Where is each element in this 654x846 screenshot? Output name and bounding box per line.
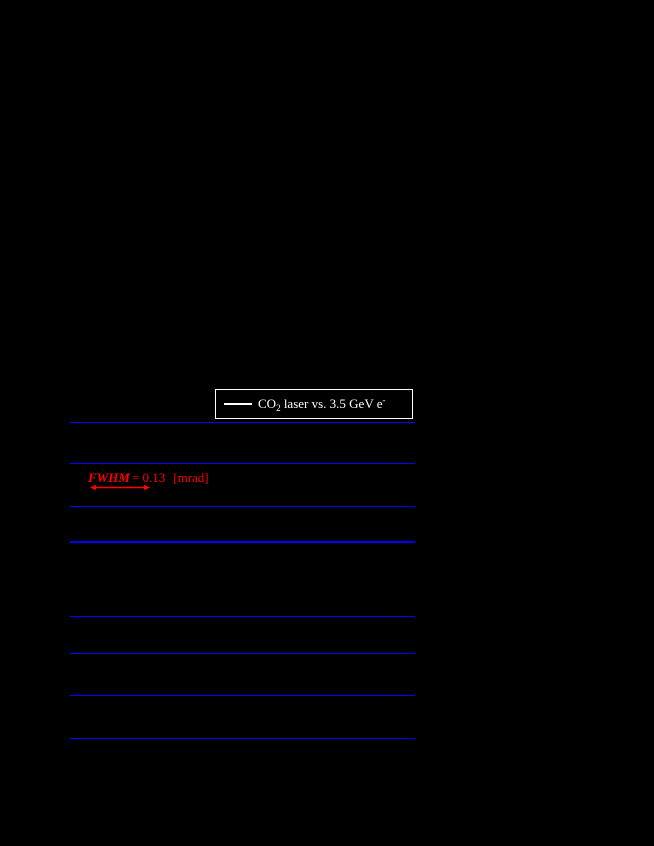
legend-label-subscript: 2 [276,403,281,413]
gridline-horizontal [70,695,415,696]
gridline-horizontal [70,738,415,739]
gridline-horizontal-major [70,541,415,543]
legend-label-superscript: - [382,395,386,405]
gridline-horizontal [70,422,415,423]
gridline-horizontal [70,653,415,654]
gridline-horizontal [70,463,415,464]
fwhm-value: = 0.13 [131,470,166,485]
fwhm-label: FWHM [88,470,130,485]
fwhm-annotation [88,470,209,486]
gridline-horizontal [70,506,415,507]
legend-label-prefix: CO [258,396,277,411]
legend-label-middle: laser vs. 3.5 GeV e [280,396,383,411]
chart-legend [215,389,413,419]
chart-plot-area [70,390,415,772]
legend-line-swatch [224,403,252,405]
legend-label [258,396,386,412]
gridline-horizontal [70,616,415,617]
fwhm-units: [mrad] [173,470,209,485]
